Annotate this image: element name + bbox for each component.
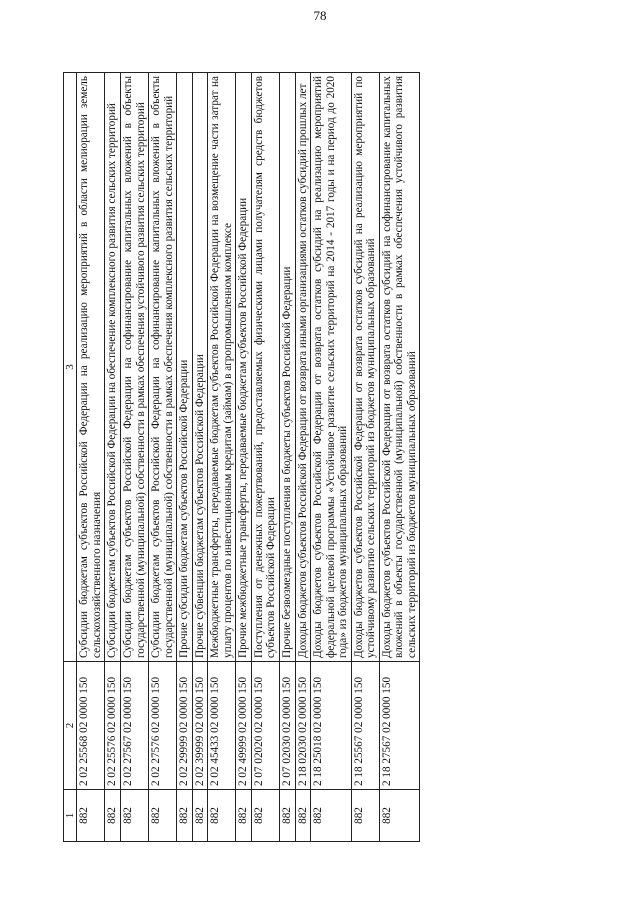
income-code-cell: 2 02 49999 02 0000 150 (236, 662, 252, 790)
table-row (149, 73, 177, 842)
income-description-cell: Доходы бюджетов субъектов Российской Федерации от возврата остатков субсидий на софинансирование капитальных вложений в объекты государственной (муниципальной) собственности в рамках обеспечения устойчивого развития сельских территорий из бюджетов муниципальных образований (379, 73, 420, 662)
admin-code-cell: 882 (177, 790, 193, 842)
admin-code-cell: 882 (208, 790, 236, 842)
income-description-cell: Межбюджетные трансферты, передаваемые бюджетам субъектов Российской Федерации на возмещение части затрат на уплату процентов по инвестиционным кредитам (займам) в агропромышленном комплексе (208, 73, 236, 662)
income-description-cell: Прочие межбюджетные трансферты, передаваемые бюджетам субъектов Российской Федерации (236, 73, 252, 662)
income-description-cell: Субсидии бюджетам субъектов Российской Федерации на реализацию мероприятий в области мелиорации земель сельскохозяйственного назначения (77, 73, 105, 662)
admin-code-cell: 882 (120, 790, 148, 842)
income-description-cell: Доходы бюджетов субъектов Российской Федерации от возврата иными организациями остатков субсидий прошлых лет (295, 73, 311, 662)
admin-code-cell: 882 (311, 790, 352, 842)
income-code-cell: 2 02 27576 02 0000 150 (149, 662, 177, 790)
income-description-cell: Субсидии бюджетам субъектов Российской Федерации на обеспечение комплексного развития сельских территорий (105, 73, 121, 662)
income-description-cell: Поступления от денежных пожертвований, предоставляемых физическими лицами получателям средств бюджетов субъектов Российской Федерации (251, 73, 279, 662)
income-code-cell: 2 02 45433 02 0000 150 (208, 662, 236, 790)
column-header-2: 2 (64, 662, 77, 790)
income-description-cell: Прочие безвозмездные поступления в бюджеты субъектов Российской Федерации (279, 73, 295, 662)
income-code-cell: 2 18 25567 02 0000 150 (351, 662, 379, 790)
income-code-cell: 2 07 02030 02 0000 150 (279, 662, 295, 790)
table-row (379, 73, 420, 842)
table-row (279, 73, 295, 842)
table-row (77, 73, 105, 842)
income-description-cell: Доходы бюджетов субъектов Российской Федерации от возврата остатков субсидий на реализацию мероприятий федеральной целевой программы «Устойчивое развитие сельских территорий на 2014 - 2017 годы и на период до 2020 года» из бюджетов муниципальных образований (311, 73, 352, 662)
table-row (236, 73, 252, 842)
income-description-cell: Субсидии бюджетам субъектов Российской Федерации на софинансирование капитальных вложений в объекты государственной (муниципальной) собственности в рамках обеспечения комплексного развития сельских территорий (149, 73, 177, 662)
admin-code-cell: 882 (251, 790, 279, 842)
table-row (105, 73, 121, 842)
income-codes-table (63, 72, 420, 842)
income-description-cell: Прочие субсидии бюджетам субъектов Российской Федерации (177, 73, 193, 662)
income-code-cell: 2 18 02030 02 0000 150 (295, 662, 311, 790)
admin-code-cell: 882 (351, 790, 379, 842)
admin-code-cell: 882 (295, 790, 311, 842)
income-code-cell: 2 07 02020 02 0000 150 (251, 662, 279, 790)
table-header-row (64, 73, 77, 842)
income-description-cell: Доходы бюджетов субъектов Российской Федерации от возврата остатков субсидий на реализацию мероприятий по устойчивому развитию сельских территорий из бюджетов муниципальных образований (351, 73, 379, 662)
income-code-cell: 2 18 25018 02 0000 150 (311, 662, 352, 790)
income-description-cell: Прочие субвенции бюджетам субъектов Российской Федерации (192, 73, 208, 662)
admin-code-cell: 882 (192, 790, 208, 842)
income-code-cell: 2 02 25576 02 0000 150 (105, 662, 121, 790)
column-header-3: 3 (64, 73, 77, 662)
table-row (351, 73, 379, 842)
income-code-cell: 2 02 25568 02 0000 150 (77, 662, 105, 790)
table-body (77, 73, 420, 842)
admin-code-cell: 882 (379, 790, 420, 842)
income-code-cell: 2 18 27567 02 0000 150 (379, 662, 420, 790)
table-row (311, 73, 352, 842)
table-row (177, 73, 193, 842)
admin-code-cell: 882 (236, 790, 252, 842)
income-code-cell: 2 02 39999 02 0000 150 (192, 662, 208, 790)
rotated-table-container (63, 72, 581, 842)
table-row (192, 73, 208, 842)
income-description-cell: Субсидии бюджетам субъектов Российской Федерации на софинансирование капитальных вложений в объекты государственной (муниципальной) собственности в рамках обеспечения устойчивого развития сельских территорий (120, 73, 148, 662)
admin-code-cell: 882 (279, 790, 295, 842)
column-header-1: 1 (64, 790, 77, 842)
page-number: 78 (313, 8, 327, 23)
income-code-cell: 2 02 27567 02 0000 150 (120, 662, 148, 790)
admin-code-cell: 882 (149, 790, 177, 842)
admin-code-cell: 882 (77, 790, 105, 842)
table-row (251, 73, 279, 842)
table-row (295, 73, 311, 842)
admin-code-cell: 882 (105, 790, 121, 842)
income-code-cell: 2 02 29999 02 0000 150 (177, 662, 193, 790)
table-row (208, 73, 236, 842)
table-row (120, 73, 148, 842)
